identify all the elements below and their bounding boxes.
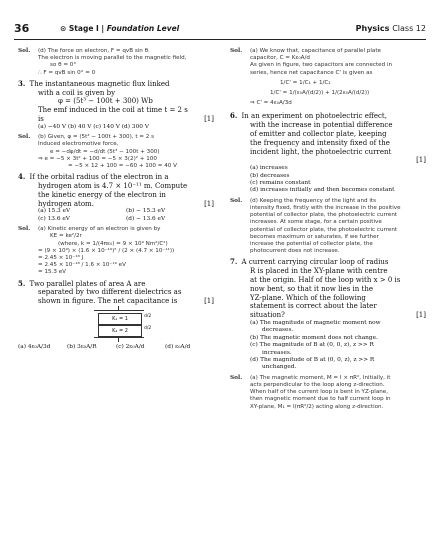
marks-badge: [1] [416, 156, 426, 165]
right-column [230, 48, 426, 411]
q-line: situation? [250, 311, 285, 320]
sol-body [38, 48, 186, 77]
left-column [18, 48, 214, 351]
q-line: now bent, so that it now lies in the [250, 284, 373, 293]
q-line: hydrogen atom. [38, 199, 94, 208]
sol-line: (where, k = 1/(4πε₀) = 9 × 10⁹ Nm²/C²) [58, 240, 168, 247]
question-7 [230, 258, 426, 371]
sol-line: XY-plane, M₁ = I(πR²/2) acting along z-direction. [250, 403, 384, 410]
option-c: (c) 13.6 eV [38, 215, 70, 222]
sol-line: (b) Given, φ = (5t³ − 100t + 300), t = 2 s [38, 134, 155, 141]
solution-6 [230, 48, 426, 107]
page-number: 36 [14, 22, 30, 35]
subject-label [356, 24, 426, 33]
q-line: If the orbital radius of the electron in a [29, 173, 169, 182]
stage-name: Stage I [68, 24, 99, 33]
solution-3 [18, 48, 214, 77]
sol-line: intensity fixed, firstly with the increase in the positive [250, 205, 401, 212]
question-number: 5. [18, 278, 26, 288]
sol-line: potential of collector plate, the photoelectric current [250, 212, 398, 219]
sol-line: As given in figure, two capacitors are connected in [250, 62, 393, 69]
plate-top [94, 310, 144, 311]
sol-body [250, 198, 401, 256]
sol-line: (d) Keeping the frequency of the light and its [250, 197, 377, 204]
sol-tag: Sol. [230, 374, 243, 381]
q-line: statement is correct about the later [250, 302, 377, 311]
q-options: (a) −40 V (b) 40 V (c) 140 V (d) 300 V [38, 123, 149, 130]
marks-badge: [1] [204, 115, 214, 123]
sol-line: Induced electromotive force, [38, 141, 119, 148]
q-line: with a coil is given by [38, 88, 116, 97]
question-6 [230, 112, 426, 194]
marks-badge: [1] [204, 199, 214, 208]
marks-badge: [1] [204, 297, 214, 306]
sol-tag: Sol. [18, 226, 31, 233]
sol-line: = 2.45 × 10⁻¹⁸ J [38, 255, 84, 262]
q-line: is [38, 115, 44, 123]
option-a: (a) increases [250, 165, 288, 172]
option-a: (a) The magnitude of magnetic moment now [250, 320, 381, 327]
sol-tag: Sol. [230, 48, 243, 54]
q-line: the kinetic energy of the electron in [38, 190, 166, 199]
sol-line: 1/C' = 1/(ε₀A/(d/2)) + 1/(2ε₀A/(d/2)) [270, 90, 370, 97]
sol-line: = −5 × 12 + 100 = −60 + 100 = 40 V [68, 163, 177, 170]
sol-body [250, 375, 391, 411]
q-line: separated by two different dielectrics as [38, 288, 182, 297]
q-line: the frequency and intensity fixed of the [250, 138, 390, 147]
option-d: (d) increases initially and then becomes constant [250, 187, 395, 194]
sol-line: = 2.45 × 10⁻¹⁸ / 1.6 × 10⁻¹⁹ eV [38, 262, 126, 269]
solution-4 [18, 134, 214, 170]
sol-line: becomes maximum or saturates, if we further [250, 233, 379, 240]
option-a: (a) 15.3 eV [38, 208, 71, 215]
question-3 [18, 80, 214, 131]
q-line: Two parallel plates of area A are [29, 279, 146, 288]
solution-8 [230, 375, 426, 411]
sol-line: = (9 × 10⁹) × (1.6 × 10⁻¹⁹)² / (2 × (4.7 × 10⁻¹¹)) [38, 247, 175, 254]
q-line: with the increase in potential difference [250, 121, 393, 130]
q-line: shown in figure. The net capacitance is [38, 297, 178, 306]
option-c: (c) 2ε₀A/d [116, 344, 145, 351]
sol-line: 1/C' = 1/C₁ + 1/C₂ [280, 79, 331, 86]
question-number: 7. [230, 257, 238, 267]
level-name: Foundation Level [106, 24, 180, 33]
sol-line: series, hence net capacitance C' is given as [250, 69, 373, 76]
gap-label: d/2 [144, 326, 152, 332]
q-line: YZ-plane. Which of the following [250, 293, 366, 302]
q-line: of emitter and collector plate, keeping [250, 130, 387, 139]
sol-line: The electron is moving parallel to the magnetic field, [38, 55, 187, 62]
question-number: 4. [18, 172, 26, 182]
option-c-cont: increases. [262, 349, 292, 356]
option-a: (a) 4ε₀A/3d [18, 344, 51, 351]
sol-line: so θ = 0° [50, 62, 77, 69]
option-a-cont: decreases. [262, 327, 294, 334]
page-header [0, 0, 440, 40]
option-d-cont: unchanged. [262, 364, 297, 371]
sol-body [250, 48, 392, 107]
option-c: (c) remains constant [250, 180, 311, 187]
wire-bottom [118, 338, 119, 342]
sol-tag: Sol. [18, 134, 31, 141]
sol-line: (d) The force on electron, F = qvB sin θ. [38, 48, 150, 54]
question-number: 6. [230, 111, 238, 121]
sol-line: potential of collector plate, the photoelectric current [250, 226, 398, 233]
sol-line: (a) Kinetic energy of an electron is given by [38, 226, 161, 233]
dielectric-figure [88, 306, 178, 342]
sol-line: increase the potential of collector plate, the [250, 241, 373, 248]
sol-tag: Sol. [18, 48, 31, 54]
dielectric-k2: K₂ = 2 [98, 325, 142, 337]
solution-7 [230, 198, 426, 256]
option-d: (d) The magnitude of B at (0, 0, z), z >> R [250, 357, 375, 364]
q-line: hydrogen atom is 4.7 × 10⁻¹¹ m. Compute [38, 182, 188, 191]
plate-bottom [94, 337, 144, 338]
sol-line: = 15.3 eV [38, 269, 66, 276]
solution-5 [18, 226, 214, 276]
sol-line: ∴ F = qvB sin 0° = 0 [38, 69, 96, 76]
q-line: A current carrying circular loop of radius [241, 258, 389, 267]
q-line: The emf induced in the coil at time t = 2 s [38, 106, 188, 115]
sol-tag: Sol. [230, 197, 243, 204]
gap-label: d/2 [144, 314, 152, 320]
sol-line: capacitor, C = Kε₀A/d [250, 55, 310, 62]
option-d: (d) − 13.6 eV [126, 215, 166, 222]
option-d: (d) ε₀A/d [165, 344, 191, 351]
sol-line: e = −dφ/dt = −d/dt (5t³ − 100t + 300) [50, 148, 160, 155]
q-line: In an experiment on photoelectric effect, [241, 112, 387, 121]
q-line: The instantaneous magnetic flux linked [29, 79, 170, 88]
option-c: (c) The magnitude of B at (0, 0, z), z >> R [250, 342, 374, 349]
option-b: (b) − 15.3 eV [126, 208, 166, 215]
sol-line: (a) The magnetic moment, M = I × πR², Initially, it [250, 374, 391, 381]
sol-line: increases. At some stage, for a certain positive [250, 219, 382, 226]
question-4 [18, 173, 214, 223]
question-number: 3. [18, 78, 26, 88]
sol-line: (a) We know that, capacitance of parallel plate [250, 48, 381, 54]
dielectric-k1: K₁ = 1 [98, 313, 142, 325]
q-line: at the origin. Half of the loop with x > 0 is [250, 276, 401, 285]
option-b: (b) decreases [250, 172, 290, 179]
sol-line: KE = ke²/2r [50, 233, 82, 240]
sol-line: When half of the current loop is bent in YZ-plane, [250, 389, 389, 396]
sol-body [38, 134, 177, 170]
class-name: Class 12 [392, 24, 426, 33]
q-formula: φ = (5t³ − 100t + 300) Wb [58, 97, 153, 106]
header-rule [14, 39, 426, 40]
subject-name: Physics [355, 24, 390, 33]
stage-label: ⊙ Stage I | Foundation Level [60, 24, 180, 33]
q-line: R is placed in the XY-plane with centre [250, 267, 388, 276]
option-b: (b) 3ε₀A/R [67, 344, 97, 351]
marks-badge: [1] [416, 311, 426, 320]
sol-line: then magnetic moment due to half current loop in [250, 396, 391, 403]
sol-line: photocurrent does not increase. [250, 248, 340, 255]
option-b: (b) The magnetic moment does not change. [250, 334, 378, 341]
sol-line: ⇒ e = −5 × 3t² + 100 = −5 × 3(2)² + 100 [38, 155, 157, 162]
sol-line: ⇒ C' = 4ε₀A/3d [250, 100, 292, 107]
sol-line: acts perpendicular to the loop along z-direction. [250, 382, 385, 389]
question-5 [18, 280, 214, 352]
q-line: incident light, the photoelectric current [250, 147, 392, 156]
sol-body [38, 226, 174, 276]
